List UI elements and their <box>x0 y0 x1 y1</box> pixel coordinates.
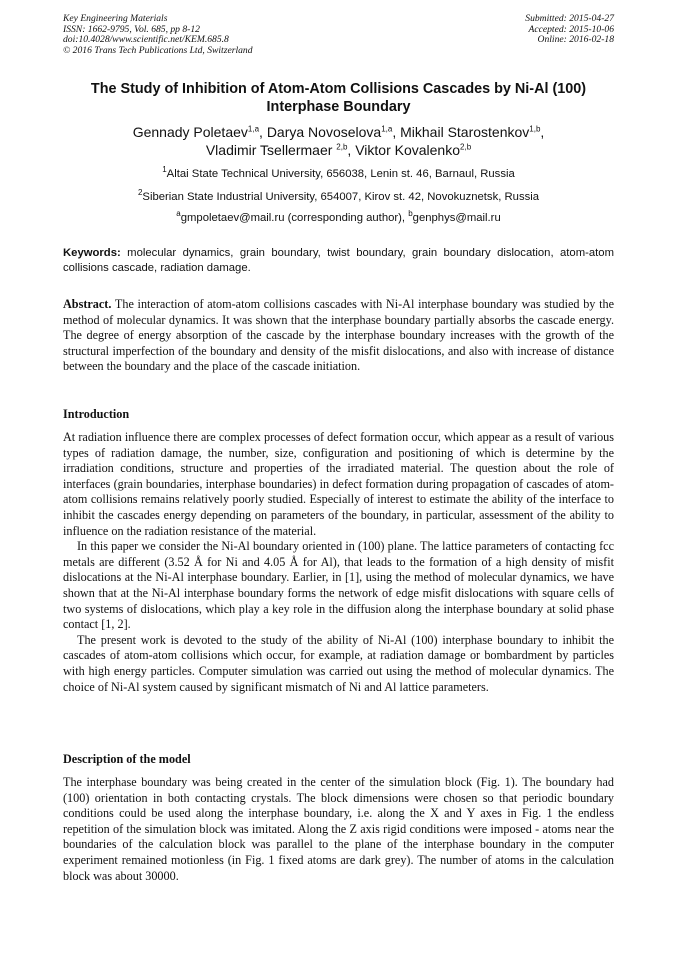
paragraph: In this paper we consider the Ni-Al boundary oriented in (100) plane. The lattice parameters of contacting fcc metals are different (3.52 Å for Ni and 4.05 Å for Al), that leads to the formation of a high density of misfit dislocations at the Ni-Al interphase boundary. Earlier, in [1], using the method of molecular dynamics, we have shown that at the Ni-Al interphase boundary forms the network of edge misfit dislocations with square cells of two systems of dislocations, which play a key role in the diffusion along the interphase boundary at solid phase contact [1, 2]. <box>63 539 614 632</box>
author: Viktor Kovalenko$^{2,b}$ <box>355 142 472 158</box>
abstract <box>63 297 614 375</box>
keywords <box>63 246 614 275</box>
online-date: Online: 2016-02-18 <box>537 34 614 46</box>
paragraph: The interphase boundary was being created in the center of the simulation block (Fig. 1). The boundary had (100) orientation in both contacting crystals. The block dimensions were chosen so that periodic boundary conditions could be used along the interphase boundary, i.e. along the X and Y axes in Fig. 1 the endless repetition of the simulation block was imitated. Along the Z axis rigid conditions were imposed - atoms near the boundaries of the calculation block was parallel to the plane of the interphase boundary in the computer experiment remained motionless (in Fig. 1 fixed atoms are dark grey). The number of atoms in the calculation block was about 30000. <box>63 775 614 883</box>
abstract-text: The interaction of atom-atom collisions cascades with Ni-Al interphase boundary was studied by the method of molecular dynamics. It was shown that the interphase boundary partially absorbs the cascade energy. The degree of energy absorption of the cascade by the interphase boundary increases with the growth of the structural imperfection of the boundary and density of the misfit dislocations, and also with increase of distance between the boundary and the place of the cascade initiation. <box>63 297 614 374</box>
journal-info <box>63 14 253 56</box>
author-list <box>63 123 614 159</box>
journal-doi[interactable]: doi:10.4028/www.scientific.net/KEM.685.8 <box>63 34 229 46</box>
affiliation-2: $^2$Siberian State Industrial University, 654007, Kirov st. 42, Novokuznetsk, Russia <box>137 188 540 203</box>
email-link-a[interactable]: gmpoletaev@mail.ru (corresponding author), <box>180 212 409 224</box>
journal-name: Key Engineering Materials <box>63 13 168 24</box>
section-heading-model: Description of the model <box>63 752 191 766</box>
author: Gennady Poletaev$^{1,a}$, <box>132 124 267 140</box>
submitted-date: Submitted: 2015-04-27 <box>525 13 614 24</box>
paragraph: At radiation influence there are complex processes of defect formation occur, which appear as a result of various types of radiation damage, the number, size, configuration and positioning of which is determine by the irradiation conditions, structure and properties of the irradiated material. The question about the role of interfaces (grain boundaries, interphase boundaries) in defect formation during propagation of cascades of atom-atom collisions remains relatively poorly studied. Especially of interest to estimate the ability of the interface to inhibit the cascades energy depending on parameters of the boundary, in particular, assessment of the ability to influence on the radiation resistance of the material. <box>63 430 614 538</box>
section-model <box>63 775 614 884</box>
keywords-text: molecular dynamics, grain boundary, twist boundary, grain boundary dislocation, atom-atom collisions cascade, radiation damage. <box>63 247 614 274</box>
journal-issn: ISSN: 1662-9795, Vol. 685, pp 8-12 <box>63 23 200 35</box>
section-introduction <box>63 430 614 695</box>
email-link-b[interactable]: genphys@mail.ru <box>412 212 501 224</box>
paper-title: The Study of Inhibition of Atom-Atom Collisions Cascades by Ni-Al (100) Interphase Boundary <box>90 81 587 115</box>
section-heading-introduction: Introduction <box>63 407 130 421</box>
keywords-label: Keywords: <box>63 247 121 259</box>
author-emails: $^a$gmpoletaev@mail.ru (corresponding author), $^b$genphys@mail.ru <box>176 209 501 224</box>
accepted-date: Accepted: 2015-10-06 <box>528 23 614 35</box>
submission-dates <box>525 14 614 46</box>
abstract-label: Abstract. <box>63 297 112 311</box>
author: Mikhail Starostenkov$^{1,b}$, <box>400 124 545 140</box>
paragraph: The present work is devoted to the study of the ability of Ni-Al (100) interphase boundary to inhibit the cascades of atom-atom collisions which occur, for example, at radiation damage or bombardment by particles with high energy particles. Computer simulation was carried out using the method of molecular dynamics. The choice of Ni-Al system caused by significant mismatch of Ni and Al lattice parameters. <box>63 632 614 694</box>
author: Vladimir Tsellermaer $^{2,b}$, <box>205 142 356 158</box>
affiliation-1: $^1$Altai State Technical University, 656038, Lenin st. 46, Barnaul, Russia <box>162 165 515 180</box>
journal-copyright: © 2016 Trans Tech Publications Ltd, Switzerland <box>63 44 253 56</box>
author: Darya Novoselova$^{1,a}$, <box>266 124 401 140</box>
